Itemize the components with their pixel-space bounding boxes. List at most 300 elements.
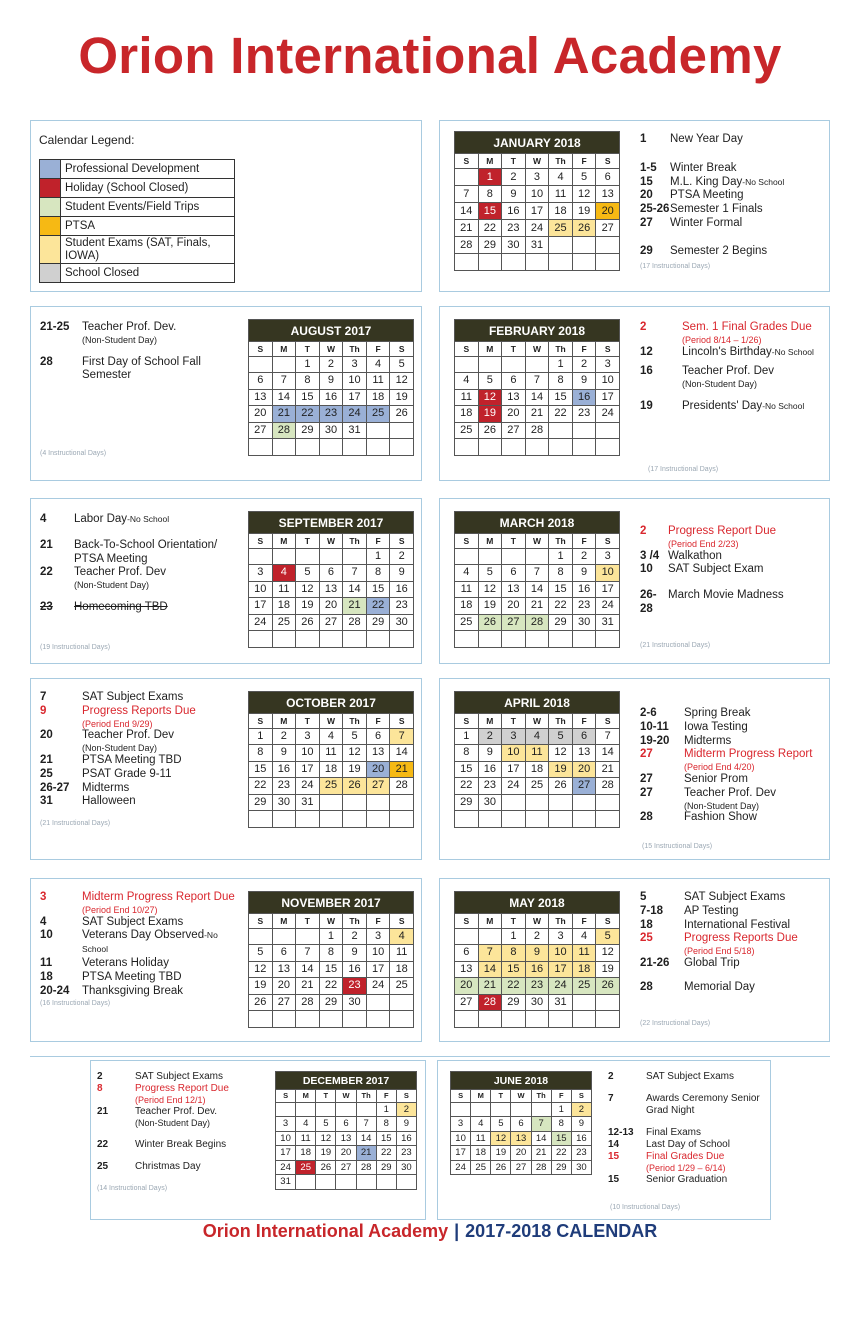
empty-cell xyxy=(249,811,273,828)
month-title-feb: FEBRUARY 2018 xyxy=(455,320,620,342)
weekday-label: S xyxy=(455,342,479,357)
empty-cell xyxy=(502,548,526,565)
event-title: March Movie Madness xyxy=(668,589,784,602)
event-date: 21 xyxy=(40,538,53,551)
event-date: 27 xyxy=(640,772,653,785)
calendar-dec xyxy=(275,1071,417,1190)
legend-label-holiday: Holiday (School Closed) xyxy=(61,179,235,198)
event-title: SAT Subject Exams xyxy=(82,915,184,928)
event-title: International Festival xyxy=(684,918,791,931)
day-cell: 27 xyxy=(511,1160,531,1175)
event-item xyxy=(40,957,245,971)
event-text xyxy=(82,891,245,916)
day-cell: 4 xyxy=(455,565,479,582)
month-title-may: MAY 2018 xyxy=(455,892,620,914)
day-cell: 29 xyxy=(551,1160,571,1175)
event-item xyxy=(640,811,828,825)
event-date: 2 xyxy=(640,525,647,537)
event-title: Fashion Show xyxy=(684,811,757,824)
weekday-label: T xyxy=(296,342,320,357)
event-item xyxy=(97,1161,272,1173)
weekday-label: Th xyxy=(549,534,573,549)
empty-cell xyxy=(525,356,549,373)
event-text xyxy=(82,929,245,957)
empty-cell xyxy=(316,1175,336,1190)
day-cell: 27 xyxy=(319,614,343,631)
weekday-label: T xyxy=(502,154,526,169)
day-cell: 11 xyxy=(366,373,390,390)
event-date: 2 xyxy=(608,1071,614,1082)
event-text xyxy=(74,566,240,591)
weekday-label: W xyxy=(525,714,549,729)
day-cell: 13 xyxy=(596,186,620,203)
event-title: Back-To-School Orientation/ PTSA Meeting xyxy=(74,538,218,565)
day-cell: 16 xyxy=(572,389,596,406)
event-text xyxy=(682,365,825,390)
day-cell: 20 xyxy=(319,598,343,615)
event-title: Teacher Prof. Dev xyxy=(74,566,167,579)
day-cell: 1 xyxy=(551,1102,571,1117)
day-cell: 24 xyxy=(525,220,549,237)
empty-cell xyxy=(390,811,414,828)
day-cell: 6 xyxy=(455,945,479,962)
empty-cell xyxy=(549,254,573,271)
calendar-apr xyxy=(454,691,620,828)
event-text xyxy=(82,705,240,730)
event-date: 7-18 xyxy=(640,904,664,917)
empty-cell xyxy=(319,439,343,456)
weekday-label: S xyxy=(455,534,479,549)
event-title: Teacher Prof. Dev. xyxy=(135,1105,218,1117)
empty-cell xyxy=(366,439,390,456)
event-title: Teacher Prof. Dev. xyxy=(82,321,177,333)
day-cell: 11 xyxy=(319,745,343,762)
legend-label-events: Student Events/Field Trips xyxy=(61,198,235,217)
day-cell: 19 xyxy=(249,978,273,995)
empty-cell xyxy=(272,1011,296,1028)
day-cell: 18 xyxy=(572,961,596,978)
day-cell: 6 xyxy=(502,565,526,582)
empty-cell xyxy=(343,1011,367,1028)
weekday-label: T xyxy=(502,534,526,549)
day-cell: 30 xyxy=(396,1160,416,1175)
day-cell: 16 xyxy=(343,961,367,978)
event-title: Christmas Day xyxy=(135,1160,201,1172)
weekday-label: M xyxy=(272,342,296,357)
day-cell: 19 xyxy=(390,389,414,406)
day-cell: 18 xyxy=(549,203,573,220)
day-cell: 30 xyxy=(525,994,549,1011)
day-cell: 12 xyxy=(596,945,620,962)
event-title: Thanksgiving Break xyxy=(82,984,183,997)
event-date: 28 xyxy=(640,980,653,993)
day-cell: 3 xyxy=(296,728,320,745)
day-cell: 10 xyxy=(596,373,620,390)
empty-cell xyxy=(343,548,367,565)
calendar-aug xyxy=(248,319,414,456)
event-text xyxy=(82,795,240,809)
empty-cell xyxy=(396,1175,416,1190)
day-cell: 30 xyxy=(272,794,296,811)
day-cell: 10 xyxy=(525,186,549,203)
footer-year: 2017-2018 CALENDAR xyxy=(465,1221,658,1241)
day-cell: 20 xyxy=(455,978,479,995)
day-cell: 2 xyxy=(396,1102,416,1117)
empty-cell xyxy=(572,994,596,1011)
event-text xyxy=(135,1106,272,1129)
event-text xyxy=(82,985,245,999)
event-title: Homecoming TBD xyxy=(74,600,168,613)
day-cell: 14 xyxy=(525,389,549,406)
day-cell: 8 xyxy=(376,1117,396,1132)
day-cell: 31 xyxy=(525,237,549,254)
day-cell: 23 xyxy=(572,598,596,615)
event-note: (Non-Student Day) xyxy=(74,580,150,591)
day-cell: 23 xyxy=(319,406,343,423)
divider xyxy=(30,1056,830,1057)
event-item xyxy=(640,346,825,360)
event-date: 2 xyxy=(640,321,647,333)
event-item xyxy=(640,563,825,577)
day-cell: 14 xyxy=(356,1131,376,1146)
event-title: Last Day of School xyxy=(646,1139,730,1150)
event-item xyxy=(640,321,825,346)
event-title: Midterms xyxy=(82,781,130,794)
instructional-days-jan: (17 Instructional Days) xyxy=(640,263,711,270)
day-cell: 3 xyxy=(343,356,367,373)
event-text xyxy=(682,400,825,414)
calendar-oct xyxy=(248,691,414,828)
event-date: 25 xyxy=(40,767,53,780)
day-cell: 25 xyxy=(296,1160,316,1175)
event-note: (Period End 12/1) xyxy=(135,1095,206,1105)
weekday-label: S xyxy=(571,1090,591,1103)
instructional-days-feb: (17 Instructional Days) xyxy=(648,466,719,473)
event-text xyxy=(74,601,240,615)
empty-cell xyxy=(343,631,367,648)
weekday-label: W xyxy=(319,714,343,729)
weekday-label: S xyxy=(596,342,620,357)
event-text xyxy=(135,1161,272,1173)
event-title: Walkathon xyxy=(668,549,722,562)
event-text xyxy=(668,563,825,577)
weekday-label: T xyxy=(296,714,320,729)
day-cell: 22 xyxy=(455,778,479,795)
event-text xyxy=(82,916,245,930)
day-cell: 9 xyxy=(525,945,549,962)
empty-cell xyxy=(455,356,479,373)
event-title: AP Testing xyxy=(684,904,739,917)
event-date: 25-26 xyxy=(640,203,670,216)
empty-cell xyxy=(596,994,620,1011)
weekday-label: Th xyxy=(531,1090,551,1103)
day-cell: 8 xyxy=(549,373,573,390)
day-cell: 10 xyxy=(596,565,620,582)
event-text xyxy=(684,735,828,749)
instructional-days-apr: (15 Instructional Days) xyxy=(642,843,713,850)
weekday-label: S xyxy=(455,714,479,729)
day-cell: 2 xyxy=(572,356,596,373)
day-cell: 26 xyxy=(343,778,367,795)
empty-cell xyxy=(390,439,414,456)
day-cell: 16 xyxy=(319,389,343,406)
day-cell: 4 xyxy=(525,728,549,745)
event-date: 28 xyxy=(40,355,53,368)
event-text xyxy=(646,1093,768,1117)
day-cell: 5 xyxy=(390,356,414,373)
day-cell: 6 xyxy=(272,945,296,962)
day-cell: 19 xyxy=(572,203,596,220)
event-title: Semester 2 Begins xyxy=(670,244,768,257)
empty-cell xyxy=(596,254,620,271)
day-cell: 24 xyxy=(296,778,320,795)
event-date: 10 xyxy=(640,563,653,576)
month-title-apr: APRIL 2018 xyxy=(455,692,620,714)
footer-school: Orion International Academy xyxy=(202,1221,449,1241)
day-cell: 1 xyxy=(502,928,526,945)
day-cell: 7 xyxy=(272,373,296,390)
weekday-label: Th xyxy=(343,714,367,729)
day-cell: 2 xyxy=(572,548,596,565)
day-cell: 3 xyxy=(249,565,273,582)
day-cell: 1 xyxy=(319,928,343,945)
event-item xyxy=(640,525,825,550)
event-text xyxy=(684,932,828,957)
day-cell: 21 xyxy=(296,978,320,995)
event-item xyxy=(640,162,825,176)
day-cell: 2 xyxy=(343,928,367,945)
event-text xyxy=(670,176,825,190)
event-item xyxy=(640,203,825,217)
event-date: 22 xyxy=(40,566,53,579)
event-note: (Period 1/29 – 6/14) xyxy=(646,1163,726,1173)
event-text xyxy=(670,189,825,203)
event-item xyxy=(640,748,828,773)
day-cell: 14 xyxy=(343,581,367,598)
event-text xyxy=(135,1139,272,1151)
weekday-label: S xyxy=(596,914,620,929)
day-cell: 9 xyxy=(572,373,596,390)
day-cell: 6 xyxy=(502,373,526,390)
day-cell: 12 xyxy=(249,961,273,978)
day-cell: 1 xyxy=(249,728,273,745)
day-cell: 8 xyxy=(249,745,273,762)
day-cell: 16 xyxy=(525,961,549,978)
empty-cell xyxy=(296,928,320,945)
day-cell: 23 xyxy=(525,978,549,995)
empty-cell xyxy=(525,631,549,648)
day-cell: 4 xyxy=(455,373,479,390)
day-cell: 9 xyxy=(572,565,596,582)
empty-cell xyxy=(525,794,549,811)
event-date: 7 xyxy=(40,691,47,703)
empty-cell xyxy=(502,356,526,373)
event-date: 26-28 xyxy=(640,589,657,615)
event-date: 22 xyxy=(97,1138,109,1150)
month-title-jan: JANUARY 2018 xyxy=(455,132,620,154)
event-date: 20 xyxy=(40,729,53,742)
day-cell: 27 xyxy=(272,994,296,1011)
empty-cell xyxy=(366,794,390,811)
day-cell: 25 xyxy=(525,778,549,795)
weekday-label: M xyxy=(478,342,502,357)
empty-cell xyxy=(272,356,296,373)
month-box-sep xyxy=(30,498,422,664)
day-cell: 29 xyxy=(366,614,390,631)
day-cell: 10 xyxy=(451,1131,471,1146)
empty-cell xyxy=(455,169,479,186)
weekday-label: W xyxy=(525,914,549,929)
day-cell: 11 xyxy=(471,1131,491,1146)
weekday-label: S xyxy=(455,154,479,169)
event-item xyxy=(640,133,825,147)
day-cell: 23 xyxy=(390,598,414,615)
day-cell: 1 xyxy=(478,169,502,186)
empty-cell xyxy=(478,356,502,373)
day-cell: 7 xyxy=(390,728,414,745)
event-text xyxy=(135,1071,272,1083)
month-title-sep: SEPTEMBER 2017 xyxy=(249,512,414,534)
day-cell: 18 xyxy=(272,598,296,615)
event-title: Midterm Progress Report Due xyxy=(82,891,235,903)
instructional-days-mar: (21 Instructional Days) xyxy=(640,642,711,649)
empty-cell xyxy=(343,811,367,828)
day-cell: 26 xyxy=(478,614,502,631)
empty-cell xyxy=(491,1102,511,1117)
empty-cell xyxy=(531,1102,551,1117)
event-title: Midterms xyxy=(684,734,732,747)
day-cell: 2 xyxy=(478,728,502,745)
event-date: 21 xyxy=(40,753,53,766)
empty-cell xyxy=(296,1175,316,1190)
weekday-label: F xyxy=(366,714,390,729)
weekday-label: W xyxy=(525,154,549,169)
event-date: 10-11 xyxy=(640,720,669,733)
empty-cell xyxy=(319,548,343,565)
event-title: Senior Prom xyxy=(684,772,748,785)
day-cell: 15 xyxy=(455,761,479,778)
day-cell: 9 xyxy=(343,945,367,962)
legend-swatch-exams xyxy=(40,236,61,264)
day-cell: 7 xyxy=(478,945,502,962)
day-cell: 23 xyxy=(272,778,296,795)
day-cell: 19 xyxy=(596,961,620,978)
day-cell: 12 xyxy=(343,745,367,762)
day-cell: 28 xyxy=(272,422,296,439)
event-date: 21-25 xyxy=(40,321,70,333)
day-cell: 21 xyxy=(478,978,502,995)
day-cell: 3 xyxy=(596,548,620,565)
empty-cell xyxy=(276,1102,296,1117)
event-note: -No School xyxy=(771,346,814,357)
events-mar xyxy=(640,525,825,617)
day-cell: 18 xyxy=(319,761,343,778)
weekday-label: F xyxy=(366,534,390,549)
empty-cell xyxy=(525,1011,549,1028)
day-cell: 16 xyxy=(478,761,502,778)
weekday-label: M xyxy=(471,1090,491,1103)
event-note: (Period End 4/20) xyxy=(684,762,755,773)
event-item xyxy=(640,787,828,812)
day-cell: 30 xyxy=(319,422,343,439)
day-cell: 19 xyxy=(343,761,367,778)
event-note: (Non-Student Day) xyxy=(682,379,758,390)
day-cell: 15 xyxy=(296,389,320,406)
event-date: 8 xyxy=(97,1083,103,1094)
empty-cell xyxy=(549,422,573,439)
day-cell: 2 xyxy=(390,548,414,565)
empty-cell xyxy=(356,1102,376,1117)
event-text xyxy=(668,589,825,617)
event-item xyxy=(640,957,828,971)
event-title: Final Grades Due xyxy=(646,1151,725,1162)
day-cell: 24 xyxy=(596,406,620,423)
day-cell: 29 xyxy=(478,237,502,254)
day-cell: 14 xyxy=(455,203,479,220)
instructional-days-nov: (16 Instructional Days) xyxy=(40,1000,111,1007)
event-item xyxy=(640,245,825,259)
event-title: Lincoln's Birthday xyxy=(682,345,772,358)
day-cell: 19 xyxy=(491,1146,511,1161)
day-cell: 17 xyxy=(249,598,273,615)
weekday-label: F xyxy=(366,342,390,357)
empty-cell xyxy=(572,1011,596,1028)
weekday-label: W xyxy=(319,534,343,549)
day-cell: 18 xyxy=(455,598,479,615)
event-item xyxy=(608,1139,768,1151)
event-date: 15 xyxy=(608,1151,620,1162)
legend-swatch-ptsa xyxy=(40,217,61,236)
empty-cell xyxy=(272,548,296,565)
day-cell: 22 xyxy=(502,978,526,995)
weekday-label: F xyxy=(572,154,596,169)
empty-cell xyxy=(478,928,502,945)
day-cell: 13 xyxy=(319,581,343,598)
event-item xyxy=(608,1093,768,1117)
empty-cell xyxy=(549,237,573,254)
empty-cell xyxy=(502,631,526,648)
event-title: SAT Subject Exams xyxy=(684,891,786,903)
empty-cell xyxy=(572,794,596,811)
empty-cell xyxy=(478,548,502,565)
event-text xyxy=(82,321,240,346)
event-text xyxy=(646,1151,768,1174)
weekday-label: T xyxy=(296,534,320,549)
empty-cell xyxy=(502,811,526,828)
event-title: Progress Reports Due xyxy=(82,704,196,717)
day-cell: 17 xyxy=(366,961,390,978)
legend-row-holiday xyxy=(40,179,235,198)
day-cell: 14 xyxy=(390,745,414,762)
day-cell: 8 xyxy=(502,945,526,962)
day-cell: 21 xyxy=(596,761,620,778)
empty-cell xyxy=(596,811,620,828)
empty-cell xyxy=(502,1011,526,1028)
event-title: Senior Graduation xyxy=(646,1173,728,1185)
weekday-label: T xyxy=(296,914,320,929)
day-cell: 4 xyxy=(549,169,573,186)
empty-cell xyxy=(296,811,320,828)
event-title: Veterans Day Observed xyxy=(82,929,205,942)
events-nov xyxy=(40,891,245,998)
event-title: Sem. 1 Final Grades Due xyxy=(682,321,812,333)
event-date: 15 xyxy=(608,1173,620,1185)
day-cell: 8 xyxy=(366,565,390,582)
weekday-label: M xyxy=(478,914,502,929)
event-date: 21 xyxy=(97,1105,109,1117)
event-item xyxy=(640,189,825,203)
events-aug xyxy=(40,321,240,383)
